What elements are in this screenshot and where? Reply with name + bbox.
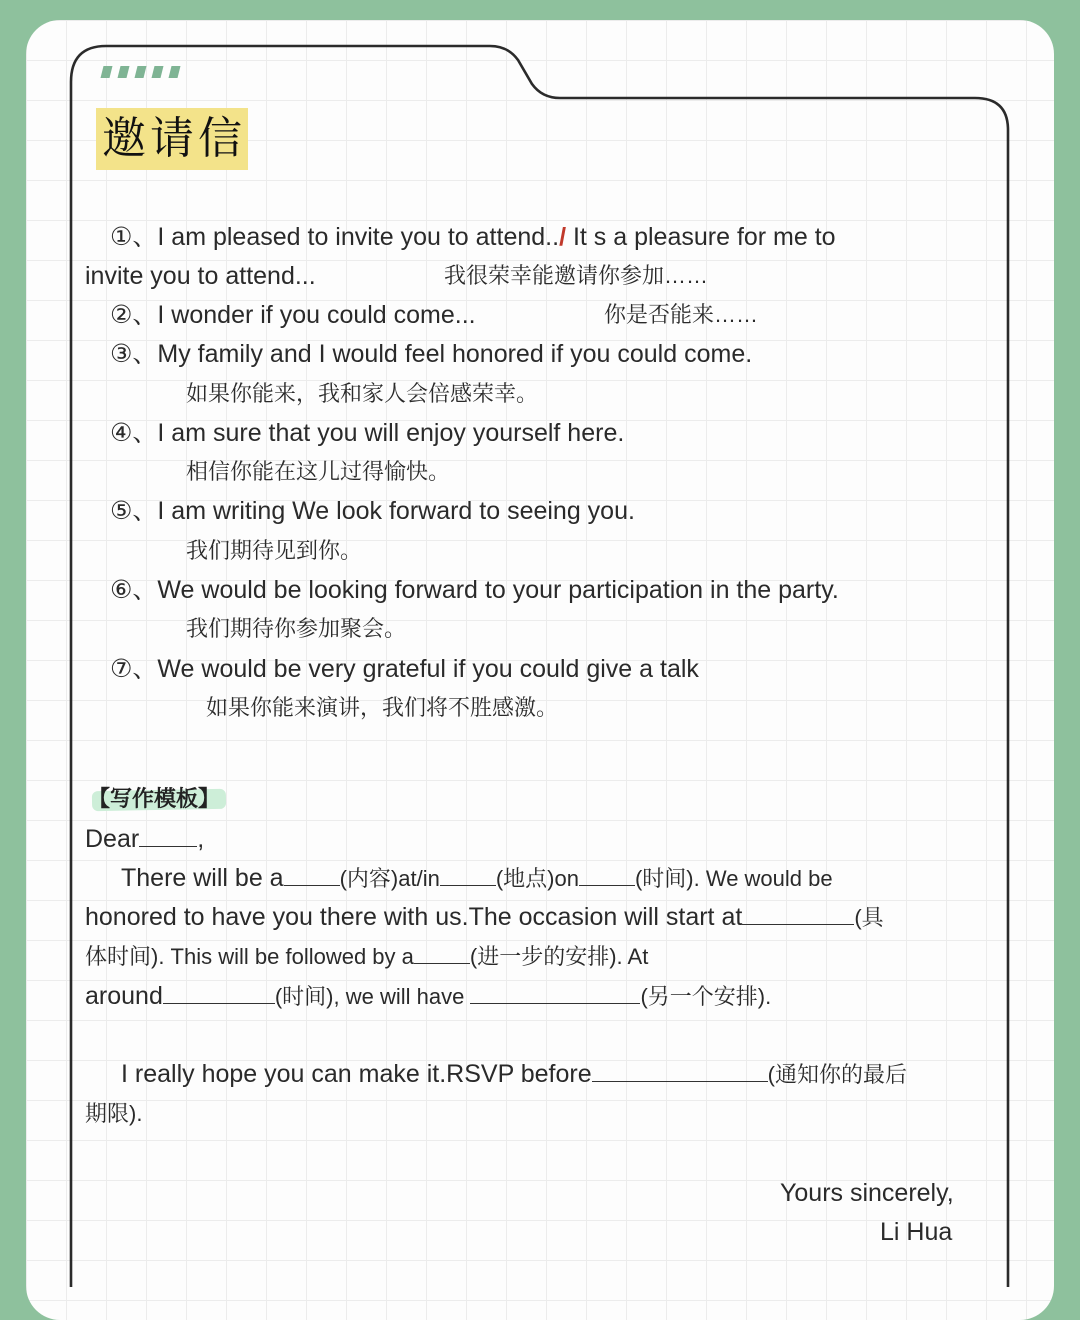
p1-text-f: (具 xyxy=(854,905,884,930)
template-p1-line-3 xyxy=(85,940,648,973)
template-p2-line-1 xyxy=(121,1058,907,1091)
signature: Li Hua xyxy=(880,1218,953,1246)
follow-up-blank xyxy=(414,941,470,964)
page-title: 邀请信 xyxy=(102,113,246,164)
phrase-3-cn: 如果你能来，我和家人会倍感荣幸。 xyxy=(186,381,539,406)
place-blank xyxy=(440,863,496,886)
phrase-5-cn: 我们期待见到你。 xyxy=(186,538,363,563)
template-p1-line-1 xyxy=(121,862,833,895)
p1-text-i: around xyxy=(85,982,163,1010)
phrase-1-lead: ①、I am pleased to invite you to attend.. xyxy=(110,223,560,251)
p1-text-b: (内容)at/in xyxy=(339,866,440,891)
template-p1-line-4 xyxy=(85,980,771,1013)
p1-text-d: (时间). We would be xyxy=(634,866,833,891)
p1-text-g: 体时间). This will be followed by a xyxy=(85,944,414,969)
phrase-1-cn: 我很荣幸能邀请你参加…… xyxy=(444,263,709,288)
dear-comma: , xyxy=(197,825,205,853)
dear-label: Dear xyxy=(85,825,140,853)
content-blank xyxy=(284,863,340,886)
recipient-blank xyxy=(139,824,197,847)
phrase-6-cn: 我们期待你参加聚会。 xyxy=(186,616,407,641)
p2-text-b: (通知你的最后 xyxy=(767,1062,907,1087)
phrase-3-en: ③、My family and I would feel honored if you could come. xyxy=(110,340,753,368)
p1-text-j: (时间), we will have xyxy=(274,984,471,1009)
phrase-7-en: ⑦、We would be very grateful if you could give a talk xyxy=(110,655,699,683)
phrase-4-cn: 相信你能在这儿过得愉快。 xyxy=(186,459,451,484)
time-blank xyxy=(579,863,635,886)
p1-text-k: (另一个安排). xyxy=(640,984,772,1009)
decorative-ticks xyxy=(102,66,192,80)
template-p1-line-2 xyxy=(85,901,884,934)
template-greeting xyxy=(85,823,204,855)
template-p2-line-2: 期限). xyxy=(85,1101,143,1126)
p1-text-c: (地点)on xyxy=(495,866,579,891)
phrase-2-en: ②、I wonder if you could come... xyxy=(110,301,476,329)
phrase-2-cn: 你是否能来…… xyxy=(604,302,759,327)
p1-text-a: There will be a xyxy=(121,864,284,892)
phrase-5-en: ⑤、I am writing We look forward to seeing you. xyxy=(110,497,635,525)
phrase-1-slash: / xyxy=(559,223,567,251)
start-time-blank xyxy=(742,902,854,925)
phrase-6-en: ⑥、We would be looking forward to your participation in the party. xyxy=(110,576,839,604)
phrase-1-line-1 xyxy=(110,221,836,253)
deadline-blank xyxy=(592,1059,768,1082)
phrase-4-en: ④、I am sure that you will enjoy yourself here. xyxy=(110,419,625,447)
p2-text-a: I really hope you can make it.RSVP before xyxy=(121,1060,592,1088)
phrase-1-line-2: invite you to attend... xyxy=(85,262,316,290)
p1-text-h: (进一步的安排). At xyxy=(469,944,649,969)
phrase-7-cn: 如果你能来演讲，我们将不胜感激。 xyxy=(206,695,559,720)
around-time-blank xyxy=(163,981,275,1004)
closing: Yours sincerely, xyxy=(780,1179,954,1207)
p1-text-e: honored to have you there with us.The occasion will start at xyxy=(85,903,743,931)
phrase-1-rest: It s a pleasure for me to xyxy=(566,223,836,251)
another-arrangement-blank xyxy=(470,981,640,1004)
template-heading: 【写作模板】 xyxy=(88,786,221,811)
